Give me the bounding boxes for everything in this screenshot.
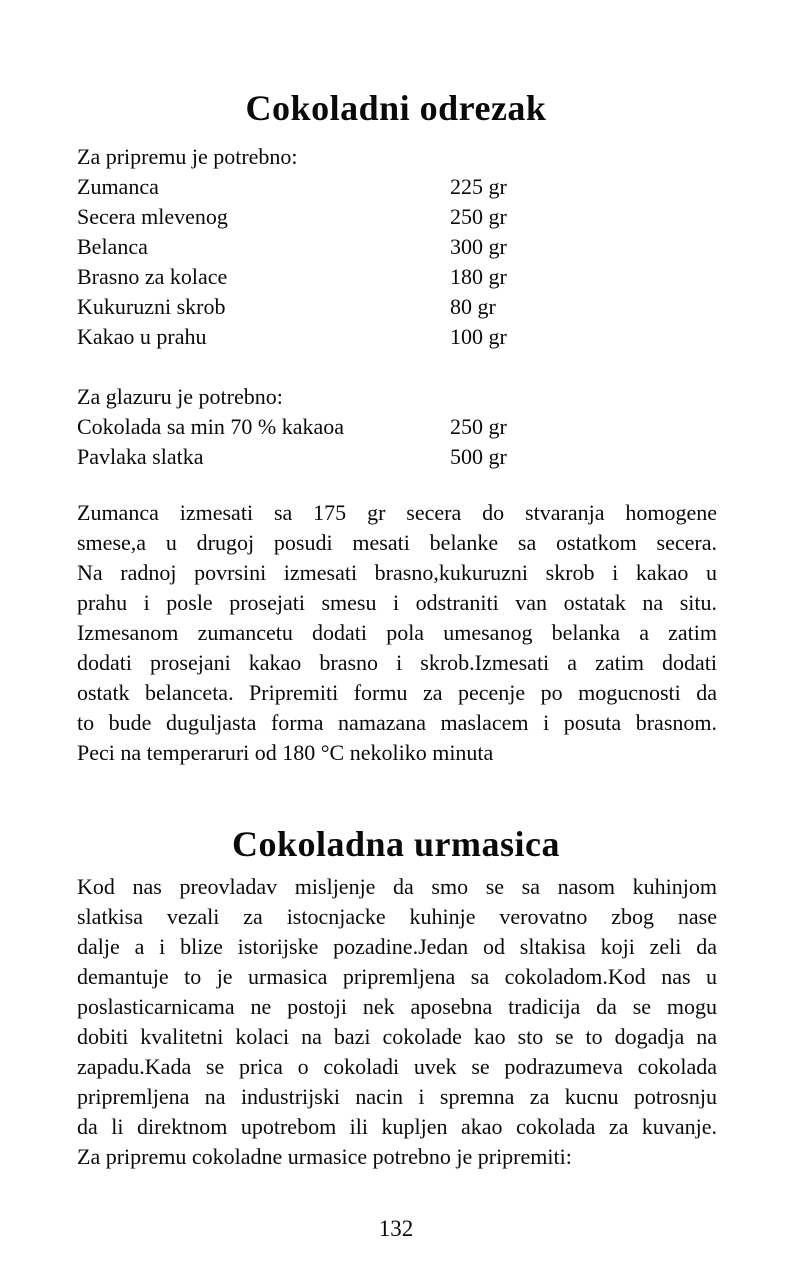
glaze-section [77,382,717,472]
paragraph-line: dodati prosejani kakao brasno i skrob.Izmesati a zatim dodati [77,650,717,675]
ingredients-section [77,142,717,352]
paragraph-line: Na radnoj povrsini izmesati brasno,kukuruzni skrob i kakao u [77,560,717,585]
glaze-header: Za glazuru je potrebno: [77,384,283,409]
ingredient-name: Kukuruzni skrob [77,294,226,319]
paragraph-line: slatkisa vezali za istocnjacke kuhinje verovatno zbog nase [77,904,717,929]
ingredient-name: Secera mlevenog [77,204,228,229]
paragraph-line: dobiti kvalitetni kolaci na bazi cokolade kao sto se to dogadja na [77,1024,717,1049]
ingredient-row [77,202,717,232]
ingredient-row [77,172,717,202]
paragraph-line: zapadu.Kada se prica o cokoladi uvek se podrazumeva cokolada [77,1054,717,1079]
instructions-paragraph [77,498,717,768]
paragraph-line: Peci na temperaruri od 180 °C nekoliko minuta [77,740,494,765]
paragraph-line: demantuje to je urmasica pripremljena sa cokoladom.Kod nas u [77,964,717,989]
ingredient-name: Cokolada sa min 70 % kakaoa [77,414,344,439]
paragraph-line: Izmesanom zumancetu dodati pola umesanog belanka a zatim [77,620,717,645]
paragraph-line: prahu i posle prosejati smesu i odstraniti van ostatak na situ. [77,590,717,615]
ingredient-name: Belanca [77,234,148,259]
ingredients-list [77,172,717,352]
ingredient-quantity: 100 gr [450,324,507,349]
ingredient-row [77,412,717,442]
recipe-title-cokoladni-odrezak: Cokoladni odrezak [245,88,547,129]
ingredient-quantity: 80 gr [450,294,496,319]
page-number: 132 [378,1216,414,1241]
ingredient-row [77,232,717,262]
paragraph-line: pripremljena na industrijski nacin i spremna za kucnu potrosnju [77,1084,717,1109]
paragraph-line: da li direktnom upotrebom ili kupljen akao cokolada za kuvanje. [77,1114,717,1139]
recipe-title-cokoladna-urmasica: Cokoladna urmasica [231,824,561,865]
intro-paragraph [77,872,717,1172]
ingredient-name: Brasno za kolace [77,264,228,289]
paragraph-line: Zumanca izmesati sa 175 gr secera do stvaranja homogene [77,500,717,525]
ingredient-quantity: 250 gr [450,414,507,439]
ingredient-name: Kakao u prahu [77,324,207,349]
ingredient-row [77,442,717,472]
ingredient-quantity: 250 gr [450,204,507,229]
paragraph-line: poslasticarnicama ne postoji nek aposebna tradicija da se mogu [77,994,717,1019]
paragraph-line: Za pripremu cokoladne urmasice potrebno je pripremiti: [77,1144,572,1169]
ingredient-name: Pavlaka slatka [77,444,204,469]
ingredient-quantity: 500 gr [450,444,507,469]
paragraph-line: to bude duguljasta forma namazana maslacem i posuta brasnom. [77,710,717,735]
glaze-list [77,412,717,472]
ingredients-header: Za pripremu je potrebno: [77,144,298,169]
paragraph-line: smese,a u drugoj posudi mesati belanke sa ostatkom secera. [77,530,717,555]
ingredient-quantity: 225 gr [450,174,507,199]
ingredient-row [77,262,717,292]
paragraph-line: dalje a i blize istorijske pozadine.Jedan od sltakisa koji zeli da [77,934,717,959]
ingredient-row [77,322,717,352]
paragraph-line: Kod nas preovladav misljenje da smo se sa nasom kuhinjom [77,874,717,899]
ingredient-row [77,292,717,322]
paragraph-line: ostatk belanceta. Pripremiti formu za pecenje po mogucnosti da [77,680,717,705]
ingredient-name: Zumanca [77,174,159,199]
ingredient-quantity: 300 gr [450,234,507,259]
ingredient-quantity: 180 gr [450,264,507,289]
